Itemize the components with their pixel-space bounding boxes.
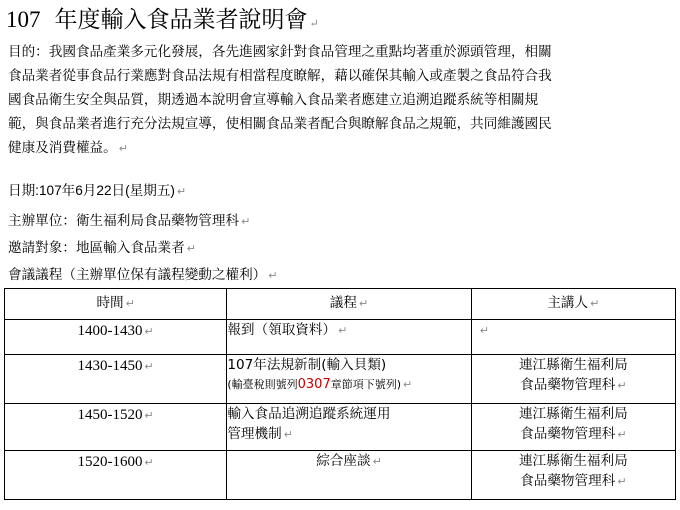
host-unit: 主辦單位：衛生福利局食品藥物管理科 ↵ <box>8 213 251 229</box>
purpose-line: 範，與食品業者進行充分法規宣導，使相關食品業者配合與瞭解食品之規範，共同維護國民 <box>8 116 552 132</box>
speaker-cell: 連江縣衛生福利局 食品藥物管理科 ↵ <box>471 355 675 404</box>
purpose-line: 目的：我國食品產業多元化發展，各先進國家針對食品管理之重點均著重於源頭管理，相關 <box>8 44 552 60</box>
paragraph-mark-icon: ↵ <box>309 17 319 30</box>
table-row <box>5 451 676 500</box>
header-time: 時間 ↵ <box>5 289 227 320</box>
title-text: 年度輸入食品業者說明會 <box>54 7 308 33</box>
purpose-line: 國食品衛生安全與品質，期透過本說明會宣導輸入食品業者應建立追溯追蹤系統等相關規 <box>8 92 539 108</box>
tariff-code: 0307 <box>297 377 331 392</box>
time-cell: 1450-1520 ↵ <box>5 404 227 451</box>
agenda-header-row <box>5 289 676 320</box>
invited-audience: 邀請對象：地區輸入食品業者 ↵ <box>8 240 196 256</box>
table-row <box>5 355 676 404</box>
agenda-heading: 會議議程（主辦單位保有議程變動之權利） ↵ <box>8 267 278 283</box>
agenda-subnote: (輸臺稅則號列0307章節項下號列) ↵ <box>227 377 413 392</box>
header-agenda: 議程 ↵ <box>227 289 471 320</box>
purpose-paragraph <box>8 40 676 160</box>
paragraph-mark-icon: ↵ <box>118 142 128 155</box>
title-year: 107 <box>6 7 41 32</box>
speaker-cell: 連江縣衛生福利局 食品藥物管理科 ↵ <box>471 451 675 500</box>
speaker-cell: 連江縣衛生福利局 食品藥物管理科 ↵ <box>471 404 675 451</box>
time-cell: 1520-1600 ↵ <box>5 451 227 500</box>
paragraph-mark-icon: ↵ <box>268 269 278 282</box>
agenda-table <box>4 288 676 500</box>
time-cell: 1400-1430 ↵ <box>5 320 227 355</box>
time-cell: 1430-1450 ↵ <box>5 355 227 404</box>
agenda-cell: 報到（領取資料） ↵ <box>227 320 471 355</box>
purpose-line: 食品業者從事食品行業應對食品法規有相當程度瞭解，藉以確保其輸入或產製之食品符合我 <box>8 68 552 84</box>
header-speaker: 主講人 ↵ <box>471 289 675 320</box>
page-title <box>6 6 319 38</box>
agenda-cell: 107年法規新制(輸入貝類) (輸臺稅則號列0307章節項下號列) ↵ <box>227 355 471 404</box>
table-row <box>5 404 676 451</box>
table-row <box>5 320 676 355</box>
agenda-cell: 綜合座談 ↵ <box>227 451 471 500</box>
purpose-line: 健康及消費權益。 ↵ <box>8 140 128 156</box>
agenda-cell: 輸入食品追溯追蹤系統運用 管理機制 ↵ <box>227 404 471 451</box>
speaker-cell: ↵ <box>471 320 675 355</box>
paragraph-mark-icon: ↵ <box>176 186 187 198</box>
paragraph-mark-icon: ↵ <box>186 242 196 255</box>
meeting-date: 日期:107年6月22日(星期五) ↵ <box>8 183 187 198</box>
paragraph-mark-icon: ↵ <box>241 215 251 228</box>
